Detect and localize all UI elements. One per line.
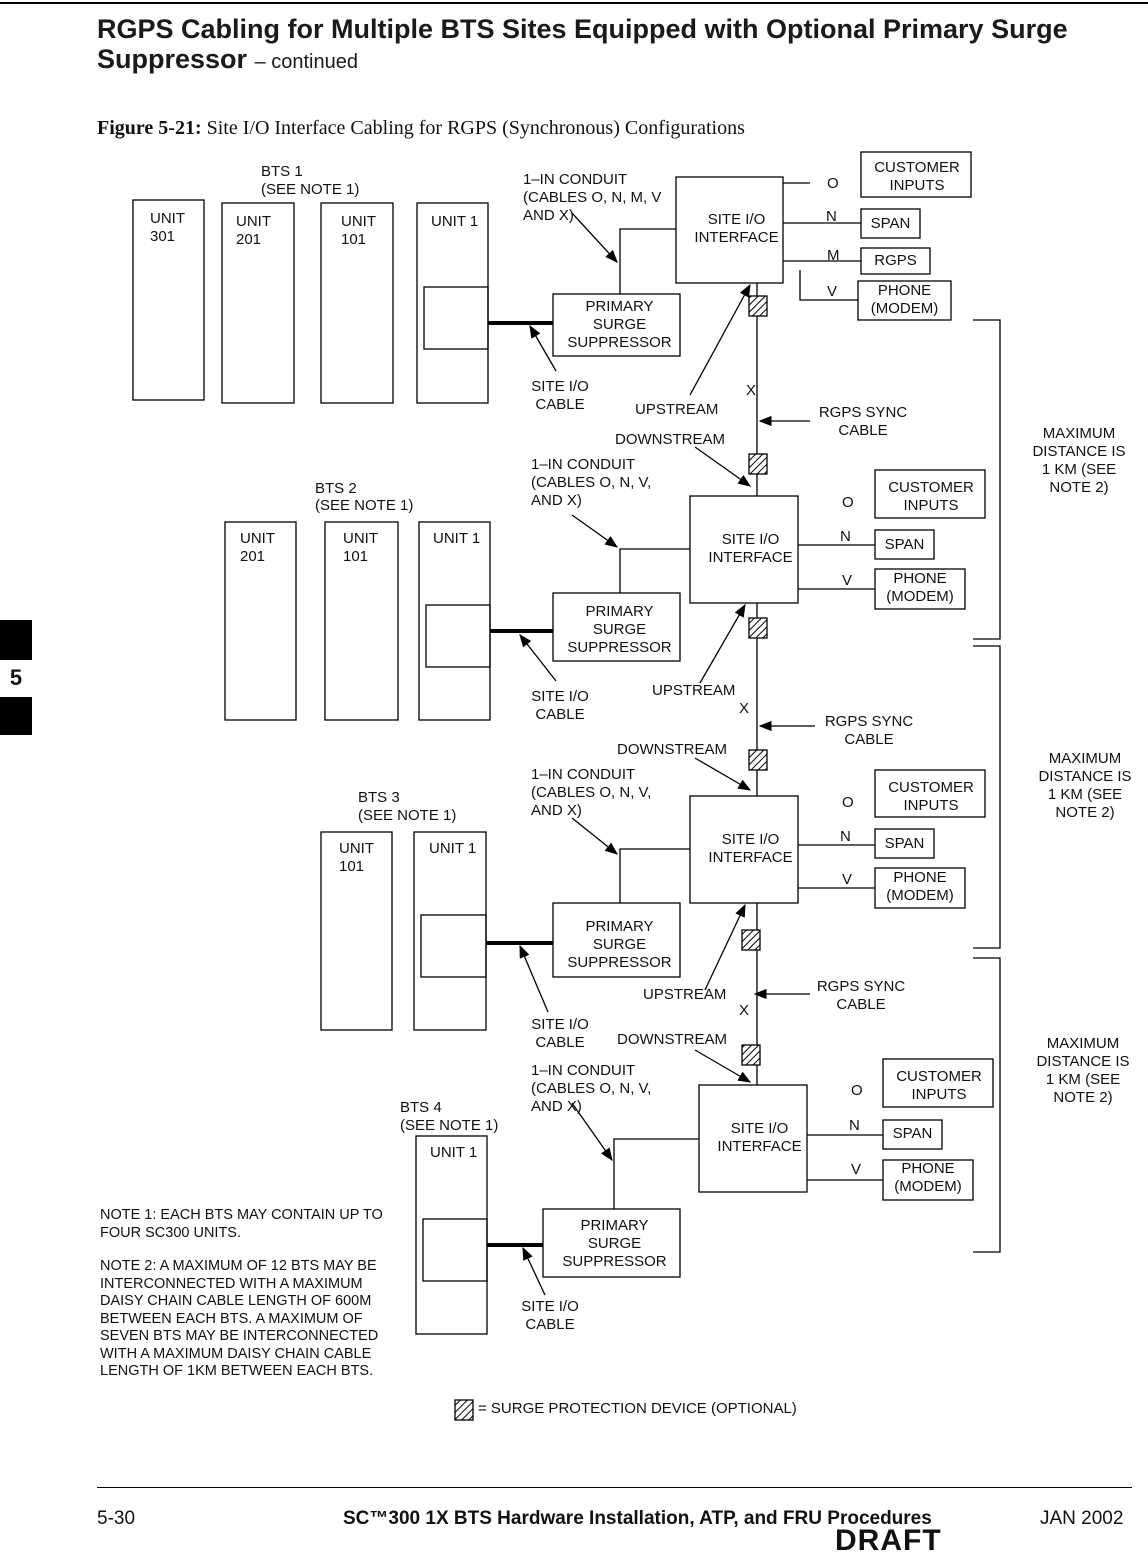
draft-watermark: DRAFT xyxy=(835,1524,942,1557)
upstream-label: UPSTREAM xyxy=(643,986,727,1003)
bts1-box-label: SPAN xyxy=(870,215,911,232)
figure-notes xyxy=(100,1207,400,1397)
max-distance-label: MAXIMUM DISTANCE IS 1 KM (SEE NOTE 2) xyxy=(1038,750,1132,821)
bts1-suppressor-label: PRIMARY SURGE SUPPRESSOR xyxy=(567,298,672,351)
note-2: NOTE 2: A MAXIMUM OF 12 BTS MAY BE INTERCONNECTED WITH A MAXIMUM DAISY CHAIN CABLE LENGTH OF 600M BETWEEN EACH BTS. A MAXIMUM OF SEVEN BTS MAY BE INTERCONNECTED WITH A MAXIMUM DAISY CHAIN CABLE LENGTH OF 1KM BETWEEN EACH BTS. xyxy=(100,1258,379,1379)
bts3-letter: O xyxy=(842,794,854,811)
bts1-title: BTS 1 xyxy=(261,163,303,180)
bts1-box-label: RGPS xyxy=(874,252,917,269)
bts2-letter: V xyxy=(842,572,853,589)
bts1-siteio-cable-label: SITE I/O CABLE xyxy=(531,378,589,413)
bts1-letter: N xyxy=(826,208,837,225)
rgps-sync-label: RGPS SYNC CABLE xyxy=(818,404,908,439)
bts2-box-label: CUSTOMER INPUTS xyxy=(888,479,974,514)
bts2-unit-label: UNIT 201 xyxy=(240,530,275,565)
bts2-unit-label: UNIT 101 xyxy=(343,530,378,565)
bts3-siteio-label: SITE I/O INTERFACE xyxy=(708,831,793,866)
bts3-io-panel xyxy=(421,915,486,977)
bts3-note: (SEE NOTE 1) xyxy=(358,807,457,824)
bts1-note: (SEE NOTE 1) xyxy=(261,181,360,198)
bts3-unit-label: UNIT 1 xyxy=(429,840,477,857)
bts4-conduit-label: 1–IN CONDUIT (CABLES O, N, V, AND X) xyxy=(531,1062,652,1115)
bts2-title: BTS 2 xyxy=(315,480,357,497)
bts1-unit1-cabinet xyxy=(417,203,488,403)
page-title: RGPS Cabling for Multiple BTS Sites Equipped with Optional Primary Surge Suppressor – continued xyxy=(97,14,1068,74)
caption-text: Site I/O Interface Cabling for RGPS (Synchronous) Configurations xyxy=(206,117,745,139)
bts4-letter: N xyxy=(849,1117,860,1134)
bts4-letter: V xyxy=(851,1161,862,1178)
note-1: NOTE 1: EACH BTS MAY CONTAIN UP TO FOUR SC300 UNITS. xyxy=(100,1207,383,1241)
bts3-box-label: SPAN xyxy=(884,835,925,852)
bts3-title: BTS 3 xyxy=(358,789,400,806)
chapter-tab-bottom xyxy=(0,697,32,735)
bts2-conduit-label: 1–IN CONDUIT (CABLES O, N, V, AND X) xyxy=(531,456,652,509)
upstream-label: UPSTREAM xyxy=(635,401,719,418)
bts3-conduit-label: 1–IN CONDUIT (CABLES O, N, V, AND X) xyxy=(531,766,652,819)
bts2-letter: N xyxy=(840,528,851,545)
bts4-siteio-label: SITE I/O INTERFACE xyxy=(717,1120,802,1155)
bts1-letter: V xyxy=(827,283,838,300)
downstream-label: DOWNSTREAM xyxy=(617,1031,727,1048)
bts2-box-label: SPAN xyxy=(884,536,925,553)
bts1-box-label: CUSTOMER INPUTS xyxy=(874,159,960,194)
bts4-unit-label: UNIT 1 xyxy=(430,1144,478,1161)
bts1-letter: O xyxy=(827,175,839,192)
title-suffix: – continued xyxy=(254,51,358,73)
upstream-label: UPSTREAM xyxy=(652,682,736,699)
bts2-unit-label: UNIT 1 xyxy=(433,530,481,547)
bts3-letter: N xyxy=(840,828,851,845)
bts2-siteio-label: SITE I/O INTERFACE xyxy=(708,531,793,566)
bts3-box-label: PHONE (MODEM) xyxy=(886,869,954,904)
bts4-box-label: SPAN xyxy=(892,1125,933,1142)
bts3-suppressor-label: PRIMARY SURGE SUPPRESSOR xyxy=(567,918,672,971)
bts4-suppressor-label: PRIMARY SURGE SUPPRESSOR xyxy=(562,1217,667,1270)
footer-rule xyxy=(97,1487,1132,1488)
bts2-siteio-cable-label: SITE I/O CABLE xyxy=(531,688,589,723)
bts4-box-label: CUSTOMER INPUTS xyxy=(896,1068,982,1103)
bts1-siteio-label: SITE I/O INTERFACE xyxy=(694,211,779,246)
rgps-sync-label: RGPS SYNC CABLE xyxy=(816,978,906,1013)
bts1-conduit-label: 1–IN CONDUIT (CABLES O, N, M, V AND X) xyxy=(523,171,662,224)
bts2-box-label: PHONE (MODEM) xyxy=(886,570,954,605)
page-number: 5-30 xyxy=(97,1508,136,1529)
footer-date: JAN 2002 xyxy=(1040,1508,1124,1529)
bts1-unit-label: UNIT 101 xyxy=(341,213,376,248)
x-label: X xyxy=(739,700,750,717)
bts1-letter: M xyxy=(827,247,840,264)
bts4-io-panel xyxy=(423,1219,487,1281)
rgps-sync-label: RGPS SYNC CABLE xyxy=(824,713,914,748)
max-distance-label: MAXIMUM DISTANCE IS 1 KM (SEE NOTE 2) xyxy=(1036,1035,1130,1106)
chapter-tab-top xyxy=(0,620,32,660)
bts3-unit-label: UNIT 101 xyxy=(339,840,374,875)
caption-label: Figure 5-21: xyxy=(97,117,202,139)
legend-label: = SURGE PROTECTION DEVICE (OPTIONAL) xyxy=(478,1400,797,1417)
bts3-box-label: CUSTOMER INPUTS xyxy=(888,779,974,814)
x-label: X xyxy=(746,382,757,399)
bts1-unit-label: UNIT 301 xyxy=(150,210,185,245)
x-label: X xyxy=(739,1002,750,1019)
bts2-note: (SEE NOTE 1) xyxy=(315,497,414,514)
bts4-siteio-cable-label: SITE I/O CABLE xyxy=(521,1298,579,1333)
bts2-unit1-cabinet xyxy=(419,522,490,720)
bts4-unit1-cabinet xyxy=(416,1136,487,1334)
bts3-siteio-cable-label: SITE I/O CABLE xyxy=(531,1016,589,1051)
bts3-letter: V xyxy=(842,871,853,888)
bts1-unit-label: UNIT 1 xyxy=(431,213,479,230)
bts1-io-panel xyxy=(424,287,488,349)
bts2-io-panel xyxy=(426,605,490,667)
downstream-label: DOWNSTREAM xyxy=(615,431,725,448)
bts4-box-label: PHONE (MODEM) xyxy=(894,1160,962,1195)
bts4-note: (SEE NOTE 1) xyxy=(400,1117,499,1134)
bts4-letter: O xyxy=(851,1082,863,1099)
footer-doc-title: SC™300 1X BTS Hardware Installation, ATP, and FRU Procedures xyxy=(343,1508,932,1529)
bts2-letter: O xyxy=(842,494,854,511)
bts4-title: BTS 4 xyxy=(400,1099,442,1116)
bts2-suppressor-label: PRIMARY SURGE SUPPRESSOR xyxy=(567,603,672,656)
downstream-label: DOWNSTREAM xyxy=(617,741,727,758)
max-distance-label: MAXIMUM DISTANCE IS 1 KM (SEE NOTE 2) xyxy=(1032,425,1126,496)
bts3-unit1-cabinet xyxy=(414,832,486,1030)
bts1-box-label: PHONE (MODEM) xyxy=(870,282,939,317)
chapter-tab-number: 5 xyxy=(9,665,23,690)
bts1-unit-label: UNIT 201 xyxy=(236,213,271,248)
